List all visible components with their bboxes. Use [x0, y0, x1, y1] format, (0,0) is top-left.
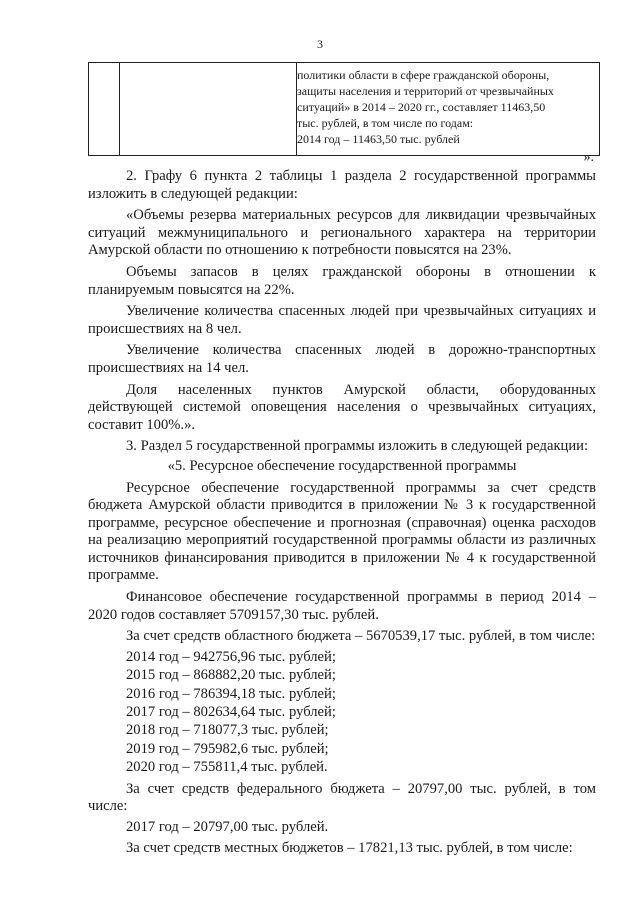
- paragraph-rescued-road: Увеличение количества спасенных людей в дорожно-транспортных происшествиях на 14 чел.: [88, 342, 596, 376]
- paragraph-federal-budget: За счет средств федерального бюджета – 20797,00 тыс. рублей, в том числе:: [88, 780, 596, 815]
- section-heading: «5. Ресурсное обеспечение государственной программы: [167, 457, 517, 474]
- continuation-table: [88, 62, 600, 156]
- paragraph-total-financing: Финансовое обеспечение государственной программы в период 2014 – 2020 годов составляет 5709157,30 тыс. рублей.: [88, 589, 596, 623]
- list-item: 2014 год – 942756,96 тыс. рублей;: [126, 648, 336, 665]
- list-item: 2015 год – 868882,20 тыс. рублей;: [126, 667, 336, 684]
- paragraph-reserves: «Объемы резерва материальных ресурсов для ликвидации чрезвычайных ситуаций межмуниципального и регионального характера на территории Амурской области по отношению к потребности повысятся на 23%.: [88, 207, 596, 259]
- table-column-3: [297, 67, 595, 147]
- paragraph-civil-defense: Объемы запасов в целях гражданской обороны в отношении к планируемым повысятся на 22%.: [88, 263, 596, 298]
- list-item: 2016 год – 786394,18 тыс. рублей;: [126, 685, 336, 702]
- document-body: [88, 168, 596, 862]
- list-item: 2020 год – 755811,4 тыс. рублей.: [126, 759, 328, 776]
- page-number: 3: [317, 37, 323, 51]
- table-line: политики области в сфере гражданской обороны,: [297, 68, 550, 82]
- table-column-2: [119, 63, 297, 155]
- paragraph-item-2: 2. Графу 6 пункта 2 таблицы 1 раздела 2 государственной программы изложить в следующей редакции:: [88, 168, 596, 202]
- paragraph-resource-provision: Ресурсное обеспечение государственной программы за счет средств бюджета Амурской области приводится в приложении № 3 к государственной программе, ресурсное обеспечение и прогнозная (справочная) оценка расходов на реализацию мероприятий государственной программы области из различных источников финансирования приводится в приложении № 4 к государственной программе.: [88, 479, 596, 584]
- table-line: 2014 год – 11463,50 тыс. рублей: [297, 132, 460, 146]
- paragraph-local-budgets: За счет средств местных бюджетов – 17821,13 тыс. рублей, в том числе:: [126, 840, 573, 857]
- table-line: ситуаций» в 2014 – 2020 гг., составляет 11463,50: [297, 100, 546, 114]
- table-column-1: [89, 63, 120, 155]
- regional-years-list: [88, 648, 596, 777]
- paragraph-regional-budget: За счет средств областного бюджета – 5670539,17 тыс. рублей, в том числе:: [126, 628, 596, 645]
- paragraph-rescued-emergencies: Увеличение количества спасенных людей при чрезвычайных ситуациях и происшествиях на 8 чел.: [88, 303, 596, 337]
- federal-year-item: 2017 год – 20797,00 тыс. рублей.: [126, 818, 329, 835]
- paragraph-warning-system: Доля населенных пунктов Амурской области, оборудованных действующей системой оповещения населения о чрезвычайных ситуациях, составит 100%.».: [88, 381, 596, 433]
- list-item: 2019 год – 795982,6 тыс. рублей;: [126, 740, 329, 757]
- paragraph-item-3: 3. Раздел 5 государственной программы изложить в следующей редакции:: [126, 438, 589, 455]
- list-item: 2018 год – 718077,3 тыс. рублей;: [126, 722, 329, 739]
- table-line: защиты населения и территорий от чрезвычайных: [297, 84, 554, 98]
- closing-quote: ».: [583, 150, 594, 165]
- list-item: 2017 год – 802634,64 тыс. рублей;: [126, 704, 336, 721]
- table-line: тыс. рублей, в том числе по годам:: [297, 116, 474, 130]
